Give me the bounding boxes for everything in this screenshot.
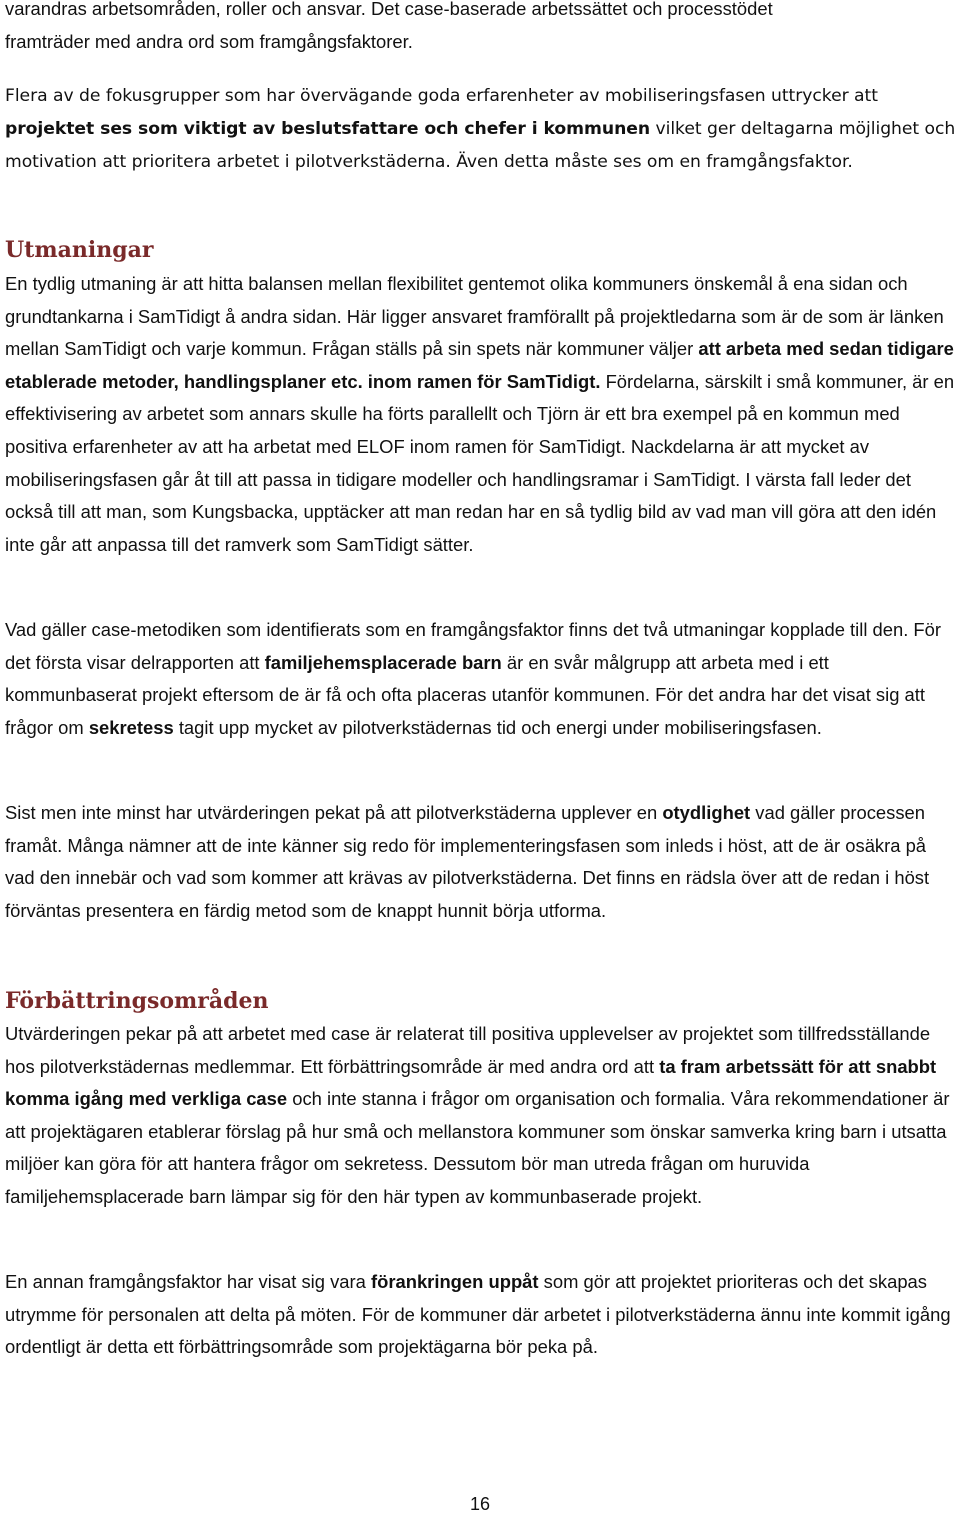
paragraph-intro-line-2: framträder med andra ord som framgångsfaktorer. [5,30,413,52]
text-run: som gör att projektet prioriteras och det skapas utrymme för personalen att delta på möten. För de kommuner där arbetet i pilotverkstäderna ännu inte kommit igång ordentligt är detta ett förbättringsområde som projektägarna bör peka på. [5,1271,951,1358]
paragraph-uncertainty [5,797,959,927]
text-run: tagit upp mycket av pilotverkstädernas tid och energi under mobiliseringsfasen. [173,716,822,738]
paragraph-improvements-1 [5,1018,960,1214]
text-run: Sist men inte minst har utvärderingen pekat på att pilotverkstäderna upplever en [5,802,663,823]
bold-run: otydlighet [662,802,751,823]
paragraph-intro [5,0,959,58]
heading-challenges: Utmaningar [5,237,154,263]
page-number: 16 [469,1494,491,1514]
bold-run: ta fram arbetssätt för att snabbt komma igång med verkliga case [5,1055,937,1110]
paragraph-challenges [5,268,959,561]
text-run: Vad gäller case-metodiken som identifierats som en framgångsfaktor finns det två utmaningar kopplade till den. För det första visar delrapporten att [5,619,942,673]
paragraph-case-method [5,614,959,744]
text-run: vilket ger deltagarna möjlighet och motivation att prioritera arbetet i pilotverkstäderna. Även detta måste ses om en framgångsfaktor. [5,119,956,172]
text-run: Utvärderingen pekar på att arbetet med case är relaterat till positiva upplevelser av projektet som tillfredsställande hos pilotverkstädernas medlemmar. Ett förbättringsområde är med andra ord att [5,1023,931,1077]
bold-run: att arbeta med sedan tidigare etablerade metoder, handlingsplaner etc. inom ramen för SamTidigt. [5,338,954,392]
paragraph-focus-groups [5,80,959,179]
text-run: Fördelarna, särskilt i små kommuner, är en effektivisering av arbetet som annars skulle ha förts parallellt och Tjörn är ett bra exempel på en kommun med positiva erfarenheter av att ha arbetat med ELOF inom ramen för SamTidigt. Nackdelarna är att mycket av mobiliseringsfasen går åt till att passa in tidigare modeller och handlingsramar i SamTidigt. I värsta fall leder det också till att man, som Kungsbacka, upptäcker att man redan har en så tydlig bild av vad man vill göra att den idén inte går att anpassa till det ramverk som SamTidigt sätter. [5,370,955,555]
bold-run: familjehemsplacerade barn [264,651,502,673]
text-run: Flera av de fokusgrupper som har övervägande goda erfarenheter av mobiliseringsfasen uttrycker att [5,86,878,106]
paragraph-improvements-2 [5,1266,959,1364]
text-run: och inte stanna i frågor om organisation och formalia. Våra rekommendationer är att projektägaren etablerar förslag på hur små och mellanstora kommuner som önskar samverka kring barn i utsatta miljöer kan göra för att hantera frågor om sekretess. Dessutom bör man utreda frågan om huruvida familjehemsplacerade barn lämpar sig för den här typen av kommunbaserade projekt. [5,1088,950,1207]
bold-run: sekretess [88,716,174,738]
text-run: är en svår målgrupp att arbeta med i ett kommunbaserat projekt eftersom de är få och ofta placeras utanför kommunen. För det andra har det visat sig att frågor om [5,651,925,738]
bold-run: förankringen uppåt [370,1271,539,1292]
paragraph-intro-line-1: varandras arbetsområden, roller och ansvar. Det case-baserade arbetssättet och processtödet [5,0,773,19]
text-run: En annan framgångsfaktor har visat sig vara [5,1271,371,1292]
text-run: En tydlig utmaning är att hitta balansen mellan flexibilitet gentemot olika kommuners önskemål å ena sidan och grundtankarna i SamTidigt å andra sidan. Här ligger ansvaret framförallt på projektledarna som är de som är länken mellan SamTidigt och varje kommun. Frågan ställs på sin spets när kommuner väljer [5,273,944,360]
text-run: vad gäller processen framåt. Många nämner att de inte känner sig redo för implementeringsfasen som inleds i höst, att de är osäkra på vad den innebär och vad som kommer att krävas av pilotverkstäderna. Det finns en rädsla över att de redan i höst förväntas presentera en färdig metod som de knappt hunnit börja utforma. [5,802,930,921]
heading-improvements: Förbättringsområden [5,988,269,1014]
bold-run: projektet ses som viktigt av beslutsfattare och chefer i kommunen [5,119,651,139]
